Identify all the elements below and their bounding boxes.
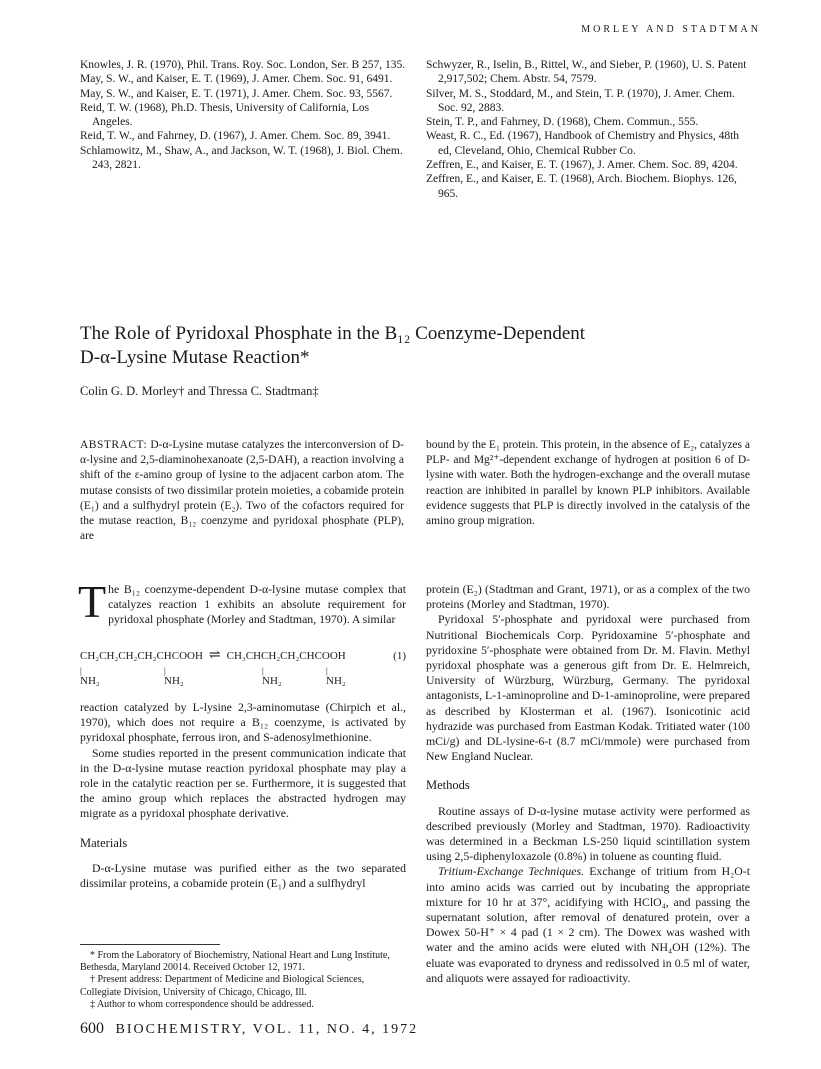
materials-paragraph: D-α-Lysine mutase was purified either as the two separated dissimilar proteins, a cobamide protein (E₁) and a sulfhydryl: [80, 860, 406, 891]
intro-paragraph-2: reaction catalyzed by L-lysine 2,3-aminomutase (Chirpich et al., 1970), which does not require a B₁₂ coenzyme, is activated by pyridoxal phosphate, ferrous iron, and S-adenosylmethionine.: [80, 700, 406, 745]
reference: Stein, T. P., and Fahrney, D. (1968), Chem. Commun., 555.: [426, 116, 699, 129]
running-head: MORLEY AND STADTMAN: [581, 24, 761, 35]
reference: Zeffren, E., and Kaiser, E. T. (1968), Arch. Biochem. Biophys. 126, 965.: [426, 173, 737, 200]
reference: Zeffren, E., and Kaiser, E. T. (1967), J. Amer. Chem. Soc. 89, 4204.: [426, 159, 738, 172]
page-number: 600: [80, 1020, 104, 1037]
tritium-paragraph: [426, 864, 750, 986]
authors: Colin G. D. Morley† and Thressa C. Stadtman‡: [80, 384, 319, 398]
footnote: * From the Laboratory of Biochemistry, National Heart and Lung Institute, Bethesda, Maryland 20014. Received October 12, 1971.: [80, 950, 390, 974]
title-line-1: The Role of Pyridoxal Phosphate in the B₁₂ Coenzyme-Dependent: [80, 323, 586, 344]
methods-paragraph: Routine assays of D-α-lysine mutase activity were performed as described previously (Morley and Stadtman, 1970). Radioactivity was determined in a Beckman LS-250 liquid scintillation system using 2,5-diphenyloxazole (0.8%) in toluene as counting fluid.: [426, 803, 750, 864]
tritium-heading: Tritium-Exchange Techniques.: [438, 864, 585, 879]
equation-sub: NH₂: [164, 675, 184, 687]
journal-citation: BIOCHEMISTRY, VOL. 11, NO. 4, 1972: [115, 1022, 419, 1037]
abstract-label: ABSTRACT:: [80, 439, 148, 451]
intro-text-1: he B₁₂ coenzyme-dependent D-α-lysine mutase complex that catalyzes reaction 1 exhibits an absolute requirement for pyridoxal phosphate (Morley and Stadtman, 1970). A similar: [108, 582, 406, 627]
page-footer: [80, 1020, 418, 1038]
reference: Weast, R. C., Ed. (1967), Handbook of Chemistry and Physics, 48th ed, Cleveland, Ohio, Chemical Rubber Co.: [426, 130, 740, 157]
title-line-2: D-α-Lysine Mutase Reaction*: [80, 347, 310, 368]
right-paragraph-2: Pyridoxal 5′-phosphate and pyridoxal were purchased from Nutritional Biochemicals Corp. Pyridoxamine 5′-phosphate and pyridoxine 5′-phosphate were obtained from Dr. M. Flavin. Methyl pyridoxal phosphate was a generous gift from Dr. E. Helmreich, University of Würzburg, Würzburg, Germany. The pyridoxal antagonists, L-1-aminoproline and D-1-aminoproline, were prepared as described by Klosterman et al. (1967). Isonicotinic acid hydrazide was purchased from Eastman Kodak. Tritiated water (100 mCi/g) and DL-lysine-6-t (8.7 mCi/mmole) were purchased from New England Nuclear.: [426, 612, 750, 764]
abstract-left: [80, 438, 404, 544]
materials-heading: Materials: [80, 835, 128, 850]
drop-cap: T: [78, 576, 107, 627]
footnote: † Present address: Department of Medicine and Biological Sciences, Collegiate Division, University of Chicago, Chicago, Ill.: [80, 974, 365, 998]
reference: Schwyzer, R., Iselin, B., Rittel, W., and Sieber, P. (1960), U. S. Patent 2,917,502; Chem. Abstr. 54, 7579.: [426, 59, 747, 86]
right-column: [426, 582, 750, 986]
footnote: ‡ Author to whom correspondence should be addressed.: [90, 998, 314, 1010]
abstract-text-left: D-α-Lysine mutase catalyzes the interconversion of D-α-lysine and 2,5-diaminohexanoate (2,5-DAH), a reaction involving a shift of the ε-amino group of lysine to the adjacent carbon atom. The mutase consists of two dissimilar protein moieties, a cobamide protein (E₁) and a sulfhydryl protein (E₂). Two of the cofactors required for the mutase reaction, B₁₂ coenzyme and pyridoxal phosphate (PLP), are: [80, 439, 404, 543]
left-column: [78, 576, 406, 628]
equation-left: CH₂CH₂CH₂CH₂CHCOOH: [80, 650, 203, 662]
reference: Knowles, J. R. (1970), Phil. Trans. Roy. Soc. London, Ser. B 257, 135.: [80, 59, 406, 71]
intro-paragraph-3: Some studies reported in the present communication indicate that in the D-α-lysine mutase reaction pyridoxal phosphate may play a role in the catalytic reaction per se. Furthermore, it is suggested that the amino group which replaces the abstracted hydrogen may migrate as a pyridoxal phosphate derivative.: [80, 745, 406, 821]
intro-paragraph-1: [78, 576, 406, 628]
equation-1: CH₂CH₂CH₂CH₂CHCOOH ⇌ CH₃CHCH₂CH₂CHCOOH (1) | NH₂ | NH₂ | NH₂ | NH₂: [80, 648, 406, 687]
equation-sub: NH₂: [80, 675, 100, 687]
reference: Reid, T. W. (1968), Ph.D. Thesis, University of California, Los Angeles.: [80, 101, 370, 129]
abstract-right: bound by the E₁ protein. This protein, in the absence of E₂, catalyzes a PLP- and Mg²⁺-dependent exchange of hydrogen at position 6 of D-lysine with water. Both the hydrogen-exchange and the overall mutase reaction are inhibited in parallel by known PLP inhibitors. Available evidence suggests that PLP is directly involved in the catalysis of the amino group migration.: [426, 439, 750, 528]
equation-sub: NH₂: [326, 675, 346, 687]
right-paragraph-1: protein (E₂) (Stadtman and Grant, 1971), or as a complex of the two proteins (Morley and Stadtman, 1970).: [426, 582, 750, 612]
footnotes: [80, 950, 406, 1011]
tritium-text: Exchange of tritium from H₂O-t into amino acids was carried out by incubating the appropriate mixture for 10 hr at 37°, acidifying with HClO₄, and passing the supernatant solution, after removal of denatured protein, over a Dowex 50-H⁺ × 4 pad (1 × 2 cm). The Dowex was washed with water and the amino acids were eluted with NH₄OH (12%). The eluate was evaporated to dryness and redissolved in 0.5 ml of water, and aliquots were assayed for radioactivity.: [426, 864, 750, 985]
references-right: [426, 58, 748, 201]
reference: Silver, M. S., Stoddard, M., and Stein, T. P. (1970), J. Amer. Chem. Soc. 92, 2883.: [426, 87, 735, 114]
footnote-rule: [80, 944, 220, 945]
equation-right: CH₃CHCH₂CH₂CHCOOH: [226, 650, 346, 662]
equation-arrow: ⇌: [208, 648, 221, 663]
reference: May, S. W., and Kaiser, E. T. (1971), J. Amer. Chem. Soc. 93, 5567.: [80, 87, 393, 100]
article-title: [80, 322, 680, 370]
reference: Reid, T. W., and Fahrney, D. (1967), J. Amer. Chem. Soc. 89, 3941.: [80, 130, 391, 143]
left-column-continued: [80, 700, 406, 891]
references-left: [80, 58, 410, 172]
methods-heading: Methods: [426, 778, 470, 793]
reference: May, S. W., and Kaiser, E. T. (1969), J. Amer. Chem. Soc. 91, 6491.: [80, 73, 393, 86]
reference: Schlamowitz, M., Shaw, A., and Jackson, W. T. (1968), J. Biol. Chem. 243, 2821.: [80, 144, 403, 172]
equation-number: (1): [393, 650, 406, 662]
equation-sub: NH₂: [262, 675, 282, 687]
